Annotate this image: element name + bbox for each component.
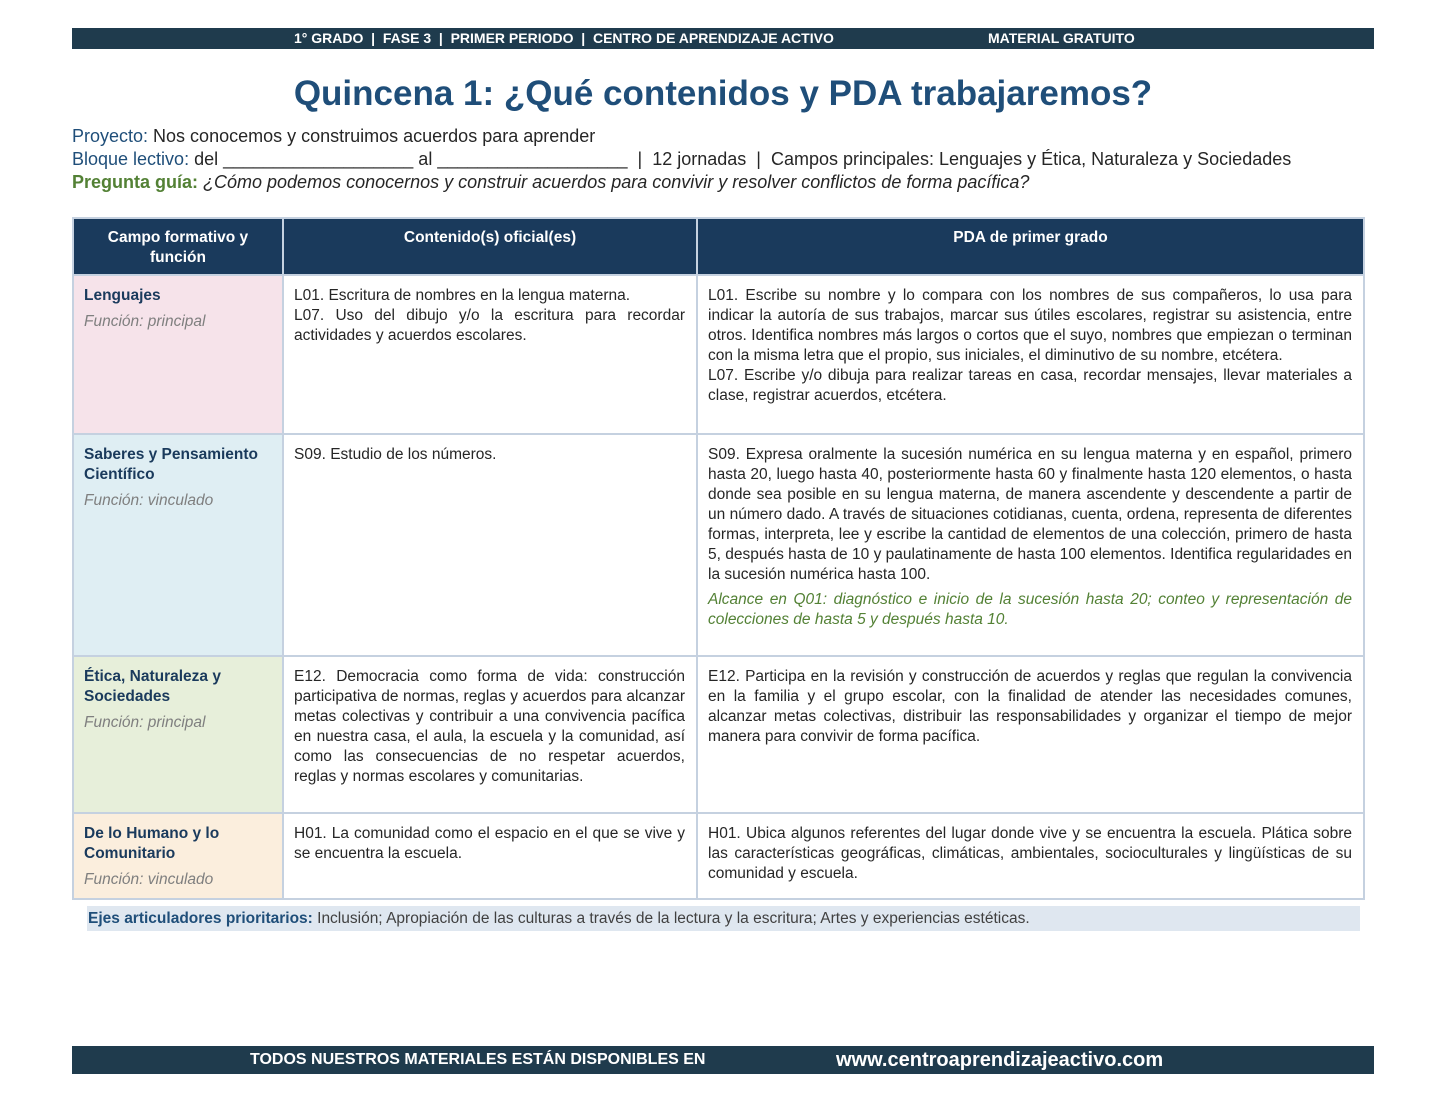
campo-funcion: Función: vinculado bbox=[84, 871, 214, 888]
contenido-item: H01. La comunidad como el espacio en el que se vive y se encuentra la escuela. bbox=[294, 825, 685, 862]
pda-item: E12. Participa en la revisión y construcción de acuerdos y reglas que regulan la convivencia en la familia y el grupo escolar, con la finalidad de atender las necesidades comunes, alcanzar metas colectivas, distribuir las responsabilidades y organizar el tiempo de mejor manera para convivir de forma pacífica. bbox=[708, 668, 1352, 745]
campo-cell bbox=[73, 275, 283, 434]
pregunta-label: Pregunta guía: bbox=[72, 172, 199, 192]
top-banner bbox=[72, 28, 1374, 49]
ejes-articuladores bbox=[87, 906, 1360, 931]
campo-cell bbox=[73, 813, 283, 899]
pda-cell bbox=[697, 275, 1364, 434]
campo-name: Lenguajes bbox=[84, 287, 161, 304]
pda-cell bbox=[697, 813, 1364, 899]
proyecto-line bbox=[72, 125, 1362, 148]
campo-name: De lo Humano y lo Comunitario bbox=[84, 825, 220, 862]
header-campo: Campo formativo y función bbox=[73, 218, 283, 275]
campo-name: Saberes y Pensamiento Científico bbox=[84, 446, 259, 483]
proyecto-label: Proyecto: bbox=[72, 126, 149, 146]
campo-cell bbox=[73, 656, 283, 813]
contenido-item: L01. Escritura de nombres en la lengua materna. bbox=[294, 287, 631, 304]
campo-funcion: Función: vinculado bbox=[84, 492, 214, 509]
contenido-item: E12. Democracia como forma de vida: construcción participativa de normas, reglas y acuerdos para alcanzar metas colectivas y contribuir a una convivencia pacífica en nuestra casa, el aula, la escuela y la comunidad, así como las consecuencias de no respetar acuerdos, reglas y normas escolares y comunitarias. bbox=[294, 668, 685, 785]
pda-item: L07. Escribe y/o dibuja para realizar tareas en casa, recordar mensajes, llevar materiales a clase, registrar acuerdos, etcétera. bbox=[708, 367, 1352, 404]
contenido-cell bbox=[283, 656, 697, 813]
campo-funcion: Función: principal bbox=[84, 313, 206, 330]
contenido-cell bbox=[283, 813, 697, 899]
header-pda: PDA de primer grado bbox=[697, 218, 1364, 275]
pregunta-value: ¿Cómo podemos conocernos y construir acuerdos para convivir y resolver conflictos de forma pacífica? bbox=[198, 172, 1030, 192]
ejes-value: Inclusión; Apropiación de las culturas a través de la lectura y la escritura; Artes y experiencias estéticas. bbox=[312, 910, 1030, 927]
pregunta-line bbox=[72, 171, 1362, 194]
pda-item: S09. Expresa oralmente la sucesión numérica en su lengua materna y en español, primero hasta 20, luego hasta 40, posteriormente hasta 60 y finalmente hasta 120 elementos, o hasta donde sea posible en su lengua materna, de manera ascendente y descendente a partir de un número dado. A través de situaciones cotidianas, cuenta, ordena, representa de diferentes formas, interpreta, lee y escribe la cantidad de elementos de una colección, primero de hasta 5, después hasta de 10 y paulatinamente de hasta 100 elementos. Identifica regularidades en la sucesión numérica hasta 100. bbox=[708, 446, 1352, 583]
bloque-value: del ___________________ al ___________________ | 12 jornadas | Campos principales: Lenguajes y Ética, Naturaleza y Sociedades bbox=[189, 149, 1292, 169]
campo-funcion: Función: principal bbox=[84, 714, 206, 731]
pda-cell bbox=[697, 434, 1364, 656]
footer-banner bbox=[72, 1046, 1374, 1074]
header-contenido: Contenido(s) oficial(es) bbox=[283, 218, 697, 275]
pda-item: H01. Ubica algunos referentes del lugar donde vive y se encuentra la escuela. Plática sobre las características geográficas, climáticas, ambientales, socioculturales y lingüísticas de su comunidad y escuela. bbox=[708, 825, 1352, 882]
footer-available-text: TODOS NUESTROS MATERIALES ESTÁN DISPONIBLES EN bbox=[250, 1051, 706, 1068]
alcance-note: Alcance en Q01: diagnóstico e inicio de la sucesión hasta 20; conteo y representación de colecciones de hasta 5 y después hasta 10. bbox=[708, 591, 1352, 628]
table-header-row bbox=[73, 218, 1364, 275]
pda-cell bbox=[697, 656, 1364, 813]
table-row bbox=[73, 656, 1364, 813]
contenido-item: S09. Estudio de los números. bbox=[294, 446, 497, 463]
ejes-label: Ejes articuladores prioritarios: bbox=[88, 910, 313, 927]
contenido-cell bbox=[283, 434, 697, 656]
pda-table bbox=[72, 217, 1365, 900]
campo-cell bbox=[73, 434, 283, 656]
proyecto-value: Nos conocemos y construimos acuerdos para aprender bbox=[148, 126, 596, 146]
header-meta: 1° GRADO | FASE 3 | PRIMER PERIODO | CENTRO DE APRENDIZAJE ACTIVO bbox=[294, 30, 834, 46]
contenido-item: L07. Uso del dibujo y/o la escritura para recordar actividades y acuerdos escolares. bbox=[294, 307, 685, 344]
pda-item: L01. Escribe su nombre y lo compara con los nombres de sus compañeros, lo usa para indicar la autoría de sus trabajos, marcar sus útiles escolares, registrar su asistencia, entre otros. Identifica nombres más largos o cortos que el suyo, nombres que empiezan o terminan con la misma letra que el propio, sus iniciales, el diminutivo de su nombre, etcétera. bbox=[708, 287, 1352, 364]
project-info bbox=[72, 125, 1362, 194]
table-row bbox=[73, 275, 1364, 434]
table-row bbox=[73, 813, 1364, 899]
contenido-cell bbox=[283, 275, 697, 434]
header-free-label: MATERIAL GRATUITO bbox=[988, 30, 1135, 46]
table-row bbox=[73, 434, 1364, 656]
bloque-label: Bloque lectivo: bbox=[72, 149, 190, 169]
footer-url-link[interactable]: www.centroaprendizajeactivo.com bbox=[836, 1049, 1164, 1071]
page-title: Quincena 1: ¿Qué contenidos y PDA trabajaremos? bbox=[293, 74, 1153, 113]
bloque-line bbox=[72, 148, 1362, 171]
campo-name: Ética, Naturaleza y Sociedades bbox=[84, 668, 221, 705]
